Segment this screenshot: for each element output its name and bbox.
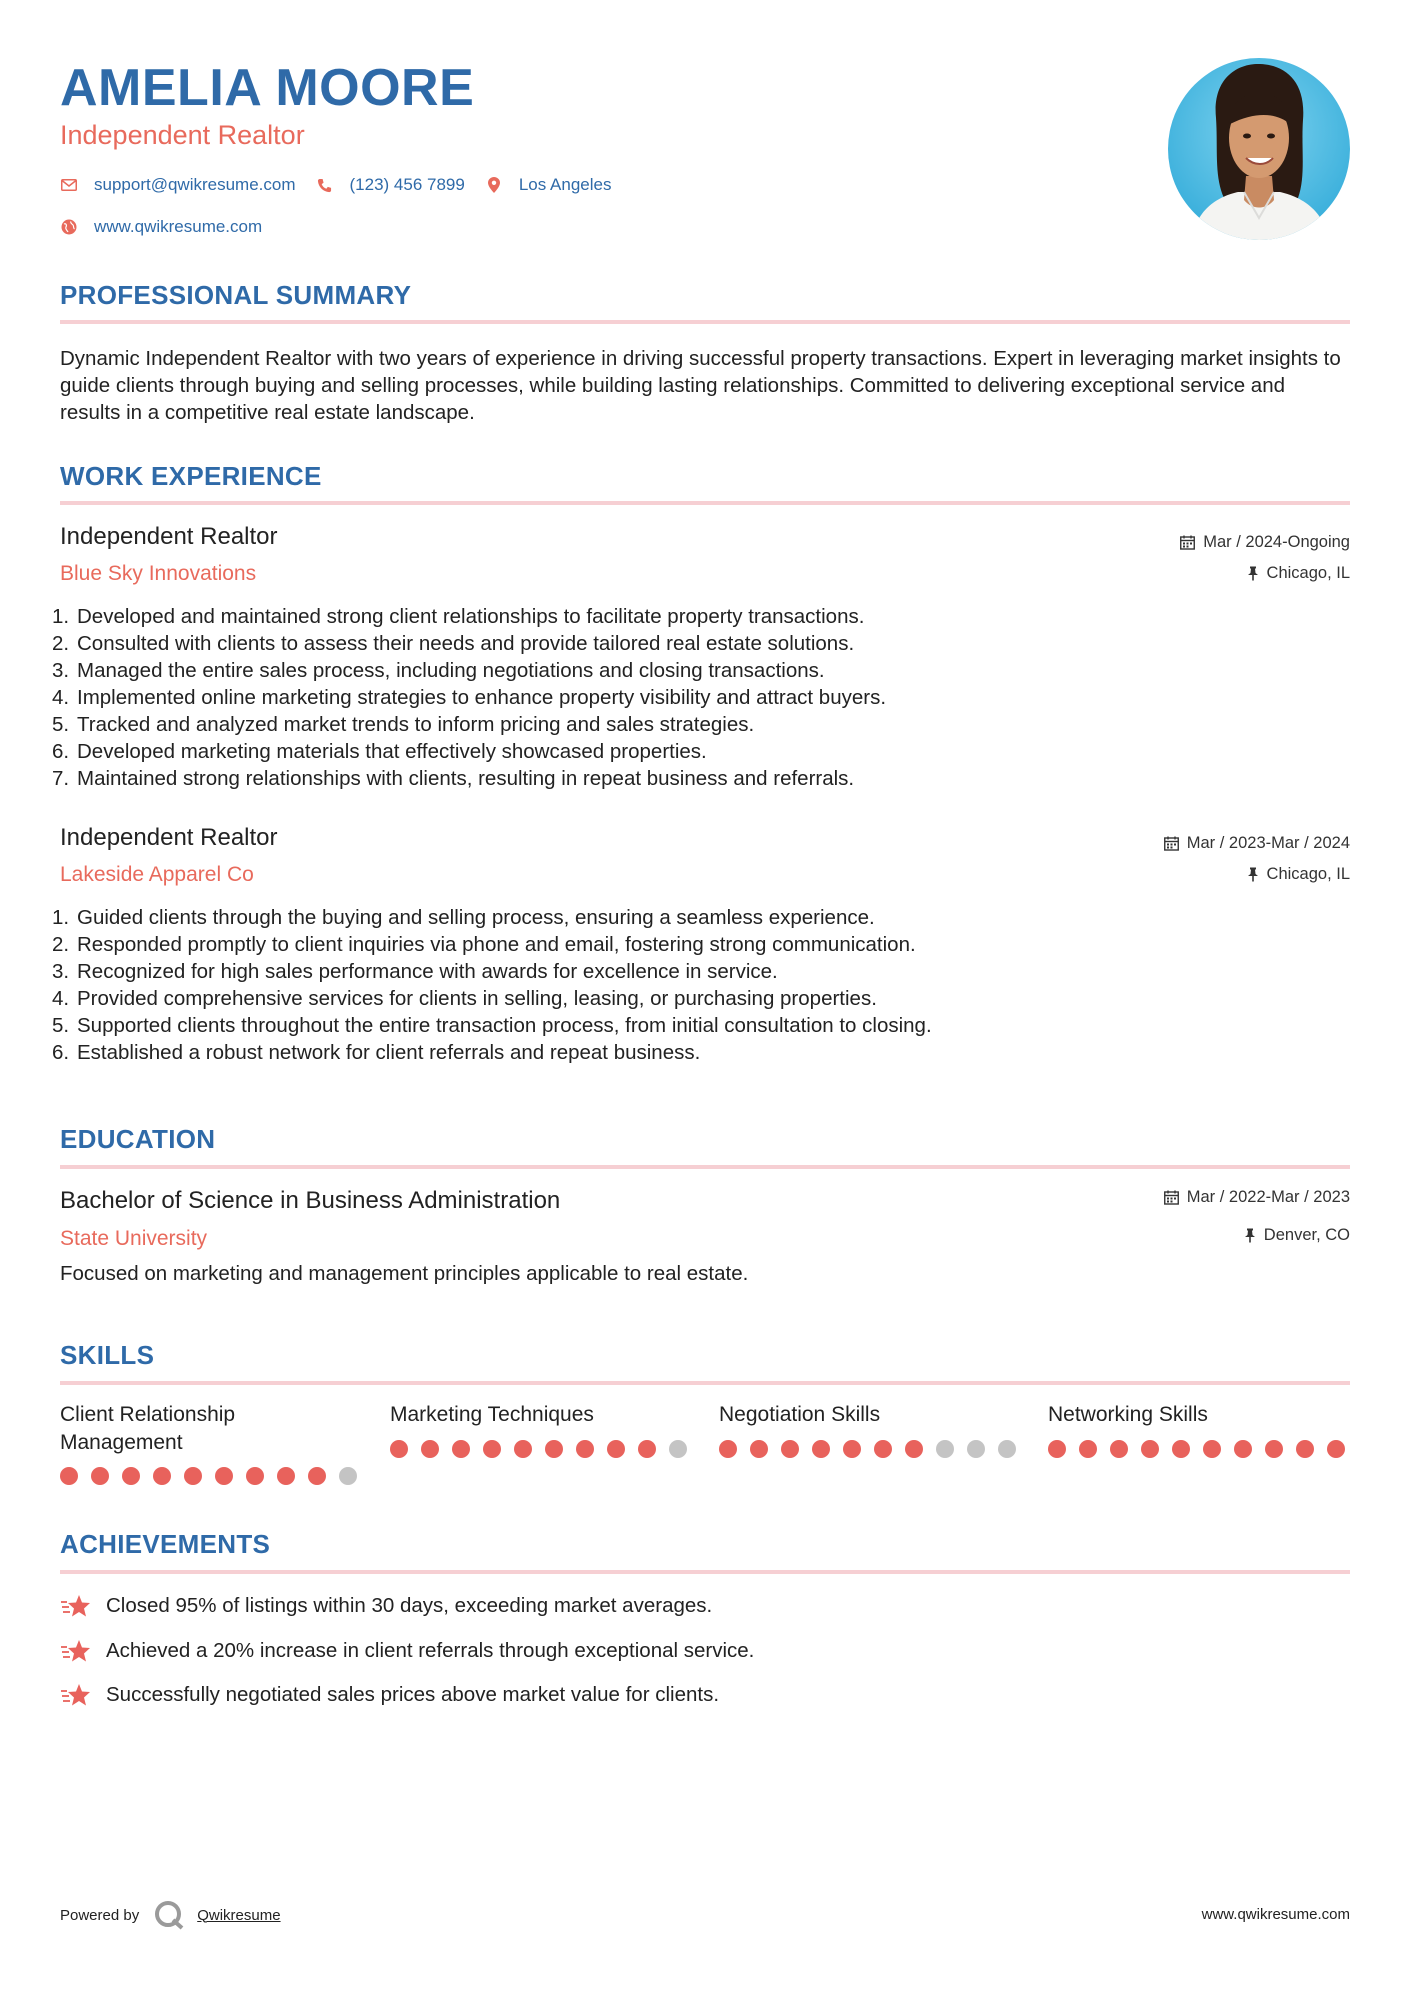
rating-dot: [1203, 1440, 1221, 1458]
summary-text: Dynamic Independent Realtor with two years of experience in driving successful property transactions. Expert in leveraging market insights to guide clients through buying and selling processes, while building lasting relationships. Committed to delivering exceptional service and results in a competitive real estate landscape.: [60, 347, 1341, 424]
list-item: 3. Recognized for high sales performance with awards for excellence in service.: [52, 960, 778, 983]
list-item: 2. Consulted with clients to assess their needs and provide tailored real estate solutions.: [52, 632, 855, 655]
rating-dot: [514, 1440, 532, 1458]
job-location: [1247, 564, 1350, 583]
education-heading: EDUCATION: [60, 1124, 216, 1154]
contact-info: [60, 173, 631, 257]
rating-dot: [1296, 1440, 1314, 1458]
section-divider: [60, 1381, 1350, 1385]
job-bullets: [52, 603, 1332, 792]
list-item: 7. Maintained strong relationships with clients, resulting in repeat business and referrals.: [52, 767, 855, 790]
job-bullets: [52, 904, 1332, 1066]
rating-dot: [719, 1440, 737, 1458]
rating-dot: [339, 1467, 357, 1485]
phone-number[interactable]: (123) 456 7899: [349, 175, 465, 194]
qwikresume-logo-icon: [153, 1900, 187, 1930]
website-link[interactable]: www.qwikresume.com: [94, 217, 263, 236]
rating-dot: [576, 1440, 594, 1458]
rating-dot: [874, 1440, 892, 1458]
rating-dot: [1234, 1440, 1252, 1458]
skill-name: Networking Skills: [1048, 1403, 1208, 1426]
candidate-name: AMELIA MOORE: [60, 59, 475, 117]
list-item: Successfully negotiated sales prices above market value for clients.: [60, 1681, 719, 1709]
rating-dot: [184, 1467, 202, 1485]
list-item: 2. Responded promptly to client inquiries via phone and email, fostering strong communication.: [52, 933, 916, 956]
rating-dot: [607, 1440, 625, 1458]
rating-dot: [843, 1440, 861, 1458]
globe-icon: [60, 218, 78, 236]
rating-dot: [1172, 1440, 1190, 1458]
rating-dot: [1110, 1440, 1128, 1458]
job-dates: [1164, 834, 1350, 853]
calendar-icon: [1180, 535, 1195, 550]
rating-dot: [1141, 1440, 1159, 1458]
rating-dot: [812, 1440, 830, 1458]
list-item: 6. Developed marketing materials that effectively showcased properties.: [52, 740, 707, 763]
education-dates: [1164, 1188, 1350, 1207]
list-item: Closed 95% of listings within 30 days, exceeding market averages.: [60, 1592, 712, 1620]
rating-dot: [967, 1440, 985, 1458]
rating-dot: [998, 1440, 1016, 1458]
education-description: Focused on marketing and management principles applicable to real estate.: [60, 1262, 749, 1285]
job-title: Independent Realtor: [60, 523, 278, 550]
rating-dot: [122, 1467, 140, 1485]
job-dates: [1180, 533, 1350, 552]
rating-dot: [669, 1440, 687, 1458]
pushpin-icon: [1244, 1228, 1256, 1243]
skill-name: Client Relationship Management: [60, 1403, 236, 1454]
rating-dot: [452, 1440, 470, 1458]
location-text: Chicago, IL: [1266, 865, 1350, 883]
calendar-icon: [1164, 1190, 1179, 1205]
section-divider: [60, 1165, 1350, 1169]
rating-dot: [421, 1440, 439, 1458]
section-divider: [60, 320, 1350, 324]
email-icon: [60, 176, 78, 194]
rating-dot: [936, 1440, 954, 1458]
skill-name: Marketing Techniques: [390, 1403, 594, 1426]
degree-title: Bachelor of Science in Business Administration: [60, 1187, 561, 1214]
summary-heading: PROFESSIONAL SUMMARY: [60, 280, 412, 310]
star-icon: [60, 1681, 92, 1709]
profile-photo: [1168, 58, 1350, 240]
rating-dot: [91, 1467, 109, 1485]
rating-dot: [905, 1440, 923, 1458]
company-name: Lakeside Apparel Co: [60, 863, 254, 886]
experience-heading: WORK EXPERIENCE: [60, 461, 322, 491]
date-range: Mar / 2024-Ongoing: [1203, 533, 1350, 551]
rating-dot: [1265, 1440, 1283, 1458]
date-range: Mar / 2023-Mar / 2024: [1186, 834, 1350, 852]
pushpin-icon: [1247, 867, 1259, 882]
location-text: Chicago, IL: [1266, 564, 1350, 582]
rating-dot: [638, 1440, 656, 1458]
job-title: Independent Realtor: [60, 824, 278, 851]
star-icon: [60, 1637, 92, 1665]
list-item: 6. Established a robust network for client referrals and repeat business.: [52, 1041, 701, 1064]
rating-dot: [750, 1440, 768, 1458]
location-text: Denver, CO: [1263, 1226, 1350, 1244]
list-item: 4. Implemented online marketing strategies to enhance property visibility and attract buyers.: [52, 686, 887, 709]
rating-dot: [1327, 1440, 1345, 1458]
candidate-role: Independent Realtor: [60, 120, 305, 150]
skill-rating: [1048, 1440, 1358, 1458]
rating-dot: [60, 1467, 78, 1485]
list-item: Achieved a 20% increase in client referrals through exceptional service.: [60, 1637, 754, 1665]
rating-dot: [1079, 1440, 1097, 1458]
rating-dot: [1048, 1440, 1066, 1458]
school-name: State University: [60, 1227, 208, 1250]
rating-dot: [153, 1467, 171, 1485]
rating-dot: [308, 1467, 326, 1485]
date-range: Mar / 2022-Mar / 2023: [1186, 1188, 1350, 1206]
rating-dot: [781, 1440, 799, 1458]
list-item: 1. Guided clients through the buying and selling process, ensuring a seamless experience.: [52, 906, 875, 929]
section-divider: [60, 501, 1350, 505]
education-location: [1244, 1226, 1350, 1245]
calendar-icon: [1164, 836, 1179, 851]
list-item: 1. Developed and maintained strong client relationships to facilitate property transactions.: [52, 605, 865, 628]
skill-rating: [60, 1467, 370, 1485]
skill-name: Negotiation Skills: [719, 1403, 881, 1426]
brand-link[interactable]: Qwikresume: [197, 1906, 281, 1924]
star-icon: [60, 1592, 92, 1620]
list-item: 3. Managed the entire sales process, including negotiations and closing transactions.: [52, 659, 825, 682]
location-pin-icon: [485, 176, 503, 194]
footer-website[interactable]: www.qwikresume.com: [1201, 1906, 1350, 1923]
rating-dot: [215, 1467, 233, 1485]
rating-dot: [277, 1467, 295, 1485]
phone-icon: [316, 176, 334, 194]
list-item: 5. Supported clients throughout the entire transaction process, from initial consultation to closing.: [52, 1014, 932, 1037]
rating-dot: [483, 1440, 501, 1458]
rating-dot: [545, 1440, 563, 1458]
list-item: 5. Tracked and analyzed market trends to inform pricing and sales strategies.: [52, 713, 755, 736]
job-location: [1247, 865, 1350, 884]
skill-rating: [390, 1440, 700, 1458]
email-link[interactable]: support@qwikresume.com: [94, 175, 296, 194]
rating-dot: [390, 1440, 408, 1458]
list-item: 4. Provided comprehensive services for clients in selling, leasing, or purchasing properties.: [52, 987, 877, 1010]
footer-powered-by: Powered by Qwikresume: [60, 1900, 281, 1930]
pushpin-icon: [1247, 566, 1259, 581]
company-name: Blue Sky Innovations: [60, 562, 257, 585]
achievements-heading: ACHIEVEMENTS: [60, 1529, 271, 1559]
skills-heading: SKILLS: [60, 1340, 155, 1370]
section-divider: [60, 1570, 1350, 1574]
rating-dot: [246, 1467, 264, 1485]
skill-rating: [719, 1440, 1029, 1458]
location-text: Los Angeles: [518, 175, 612, 194]
